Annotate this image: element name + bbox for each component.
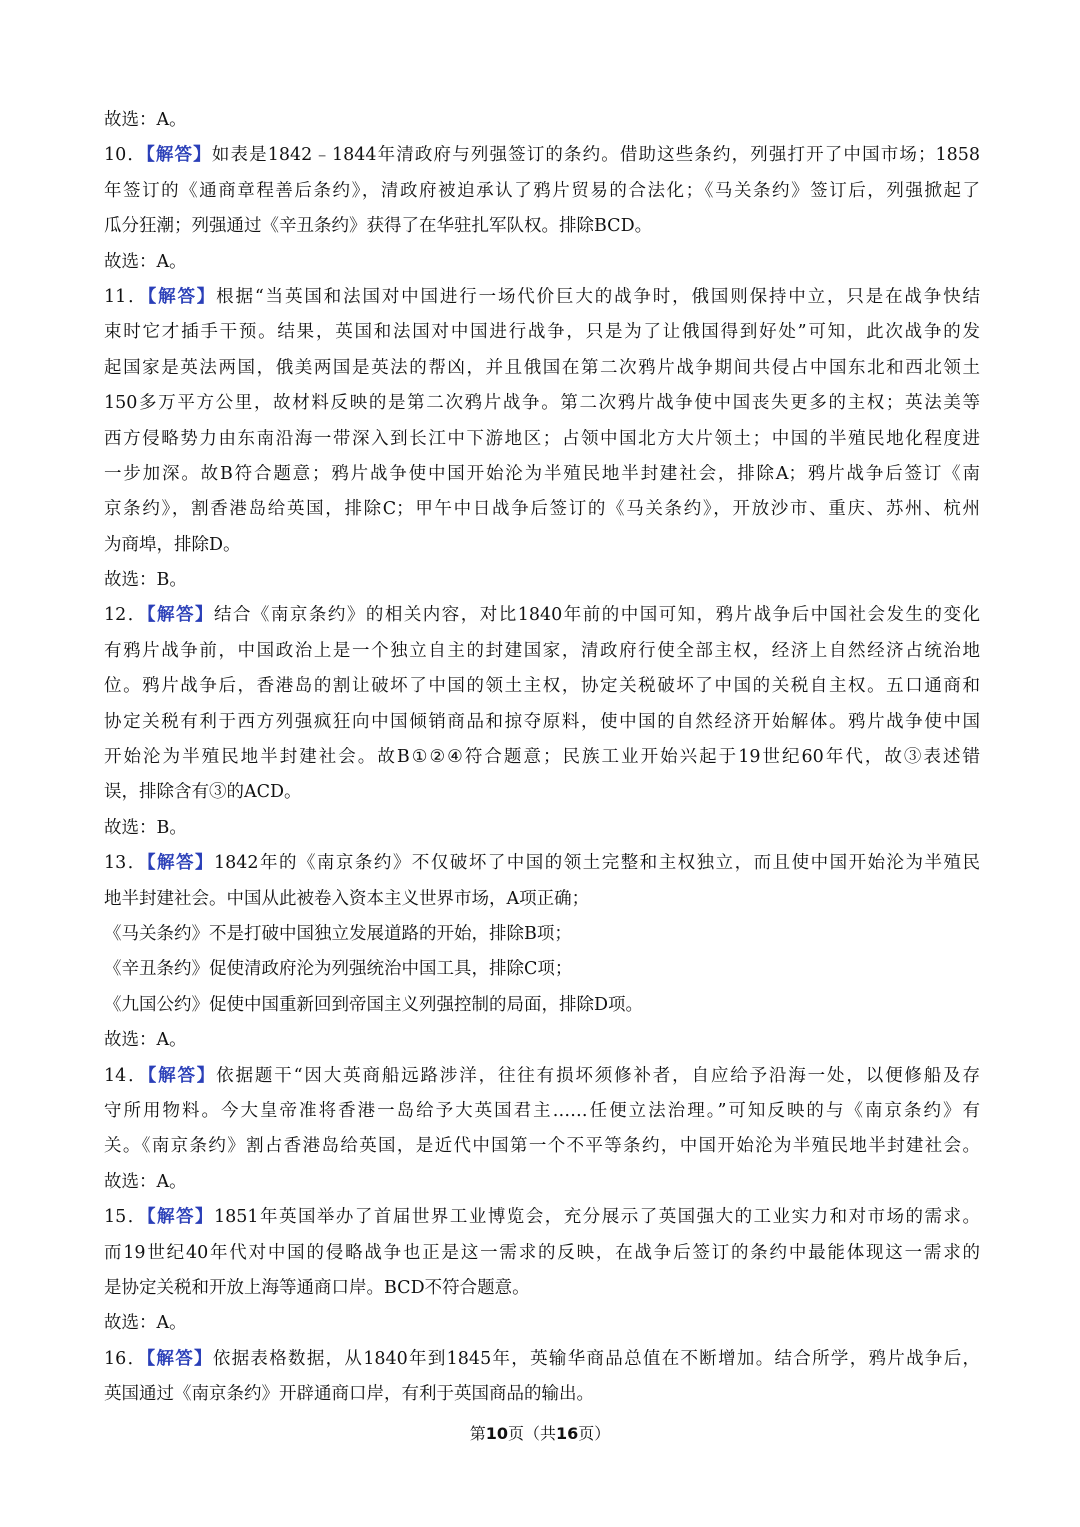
line-text: 起国家是英法两国，俄美两国是英法的帮凶，并且俄国在第二次鸦片战争期间共侵占中国东北和西北领土 xyxy=(104,357,980,378)
text-line xyxy=(104,882,980,917)
line-text: 故选：A。 xyxy=(104,1171,187,1192)
text-line xyxy=(104,775,980,810)
text-line xyxy=(104,492,980,527)
text-line xyxy=(104,528,980,563)
line-text: 故选：A。 xyxy=(104,251,187,272)
answer-label: 【解答】 xyxy=(146,853,214,874)
text-line xyxy=(104,563,980,598)
text-line xyxy=(104,634,980,669)
text-line xyxy=(104,917,980,952)
text-line xyxy=(104,457,980,492)
page-footer xyxy=(0,1423,1080,1445)
line-text: 故选：A。 xyxy=(104,110,187,130)
line-text: 依据表格数据，从1840年到1845年，英输华商品总值在不断增加。结合所学，鸦片战争后， xyxy=(212,1348,980,1369)
text-line xyxy=(104,1377,980,1412)
text-line xyxy=(104,209,980,244)
line-text: 地半封建社会。中国从此被卷入资本主义世界市场，A项正确； xyxy=(104,888,590,909)
answer-explanations xyxy=(104,103,980,1412)
question-number: 11． xyxy=(104,286,148,307)
text-line xyxy=(104,315,980,350)
text-line xyxy=(104,245,980,280)
text-line xyxy=(104,422,980,457)
line-text: 根据“当英国和法国对中国进行一场代价巨大的战争时，俄国则保持中立，只是在战争快结 xyxy=(216,286,980,307)
footer-middle: 页（共 xyxy=(507,1424,556,1443)
line-text: 西方侵略势力由东南沿海一带深入到长江中下游地区；占领中国北方大片领土；中国的半殖民地化程度进 xyxy=(104,428,980,449)
line-text: 守所用物料。今大皇帝准将香港一岛给予大英国君主……任便立法治理。”可知反映的与《南京条约》有 xyxy=(104,1100,980,1121)
text-line xyxy=(104,386,980,421)
text-line xyxy=(104,1236,980,1271)
line-text: 英国通过《南京条约》开辟通商口岸，有利于英国商品的输出。 xyxy=(104,1384,594,1405)
text-line xyxy=(104,669,980,704)
text-line xyxy=(104,1306,980,1341)
line-text: 误，排除含有③的ACD。 xyxy=(104,782,302,803)
text-line xyxy=(104,103,980,138)
answer-label: 【解答】 xyxy=(147,286,217,307)
text-line xyxy=(104,1094,980,1129)
line-text: 1851年英国举办了首届世界工业博览会，充分展示了英国强大的工业实力和对市场的需求。 xyxy=(213,1207,980,1228)
line-text: 依据题干“因大英商船远路涉洋，往往有损坏须修补者，自应给予沿海一处，以便修船及存 xyxy=(216,1065,980,1086)
text-line xyxy=(104,1165,980,1200)
answer-label: 【解答】 xyxy=(146,1207,214,1228)
answer-start-line xyxy=(104,1059,980,1094)
footer-prefix: 第 xyxy=(469,1424,486,1443)
line-text: 《九国公约》促使中国重新回到帝国主义列强控制的局面，排除D项。 xyxy=(104,994,644,1015)
question-number: 15． xyxy=(104,1207,147,1228)
answer-start-line xyxy=(104,1342,980,1377)
answer-start-line xyxy=(104,598,980,633)
answer-label: 【解答】 xyxy=(147,1065,217,1086)
text-line xyxy=(104,988,980,1023)
footer-total-pages: 16 xyxy=(556,1424,579,1443)
text-line xyxy=(104,740,980,775)
answer-label: 【解答】 xyxy=(146,145,212,166)
text-line xyxy=(104,952,980,987)
line-text: 协定关税有利于西方列强疯狂向中国倾销商品和掠夺原料，使中国的自然经济开始解体。鸦片战争使中国 xyxy=(104,711,980,732)
line-text: 《马关条约》不是打破中国独立发展道路的开始，排除B项； xyxy=(104,923,572,944)
line-text: 结合《南京条约》的相关内容，对比1840年前的中国可知，鸦片战争后中国社会发生的变化 xyxy=(213,605,980,626)
text-line xyxy=(104,705,980,740)
line-text: 束时它才插手干预。结果，英国和法国对中国进行战争，只是为了让俄国得到好处”可知，此次战争的发 xyxy=(104,322,980,343)
line-text: 京条约》，割香港岛给英国，排除C；甲午中日战争后签订的《马关条约》，开放沙市、重庆、苏州、杭州 xyxy=(104,499,980,520)
line-text: 是协定关税和开放上海等通商口岸。BCD不符合题意。 xyxy=(104,1277,530,1298)
line-text: 1842年的《南京条约》不仅破坏了中国的领土完整和主权独立，而且使中国开始沦为半殖民 xyxy=(213,853,980,874)
answer-label: 【解答】 xyxy=(146,605,214,626)
text-line xyxy=(104,351,980,386)
question-number: 10． xyxy=(104,145,147,166)
line-text: 位。鸦片战争后，香港岛的割让破坏了中国的领土主权，协定关税破坏了中国的关税自主权。五口通商和 xyxy=(104,676,980,697)
line-text: 如表是1842﹣1844年清政府与列强签订的条约。借助这些条约，列强打开了中国市场；1858 xyxy=(211,145,980,166)
line-text: 开始沦为半殖民地半封建社会。故B①②④符合题意；民族工业开始兴起于19世纪60年代，故③表述错 xyxy=(104,747,980,768)
answer-label: 【解答】 xyxy=(146,1348,213,1369)
line-text: 有鸦片战争前，中国政治上是一个独立自主的封建国家，清政府行使全部主权，经济上自然经济占统治地 xyxy=(104,640,980,661)
line-text: 为商埠，排除D。 xyxy=(104,534,241,555)
footer-current-page: 10 xyxy=(485,1424,508,1443)
question-number: 14． xyxy=(104,1065,148,1086)
line-text: 故选：A。 xyxy=(104,1313,187,1334)
line-text: 150多万平方公里，故材料反映的是第二次鸦片战争。第二次鸦片战争使中国丧失更多的主权；英法美等 xyxy=(104,393,980,414)
question-number: 16． xyxy=(104,1348,147,1369)
question-number: 12． xyxy=(104,605,147,626)
line-text: 而19世纪40年代对中国的侵略战争也正是这一需求的反映，在战争后签订的条约中最能体现这一需求的 xyxy=(104,1242,980,1263)
line-text: 关。《南京条约》割占香港岛给英国，是近代中国第一个不平等条约，中国开始沦为半殖民地半封建社会。 xyxy=(104,1136,980,1157)
line-text: 故选：B。 xyxy=(104,817,187,838)
line-text: 一步加深。故B符合题意；鸦片战争使中国开始沦为半殖民地半封建社会，排除A；鸦片战争后签订《南 xyxy=(104,463,980,484)
answer-start-line xyxy=(104,846,980,881)
answer-start-line xyxy=(104,280,980,315)
line-text: 瓜分狂潮；列强通过《辛丑条约》获得了在华驻扎军队权。排除BCD。 xyxy=(104,216,653,237)
text-line xyxy=(104,811,980,846)
text-line xyxy=(104,1129,980,1164)
text-line xyxy=(104,174,980,209)
line-text: 年签订的《通商章程善后条约》，清政府被迫承认了鸦片贸易的合法化；《马关条约》签订后，列强掀起了 xyxy=(104,180,980,201)
question-number: 13． xyxy=(104,853,147,874)
answer-start-line xyxy=(104,138,980,173)
line-text: 《辛丑条约》促使清政府沦为列强统治中国工具，排除C项； xyxy=(104,959,573,980)
footer-suffix: 页） xyxy=(578,1424,611,1443)
text-line xyxy=(104,1271,980,1306)
text-line xyxy=(104,1023,980,1058)
line-text: 故选：B。 xyxy=(104,570,187,591)
answer-start-line xyxy=(104,1200,980,1235)
line-text: 故选：A。 xyxy=(104,1030,187,1051)
